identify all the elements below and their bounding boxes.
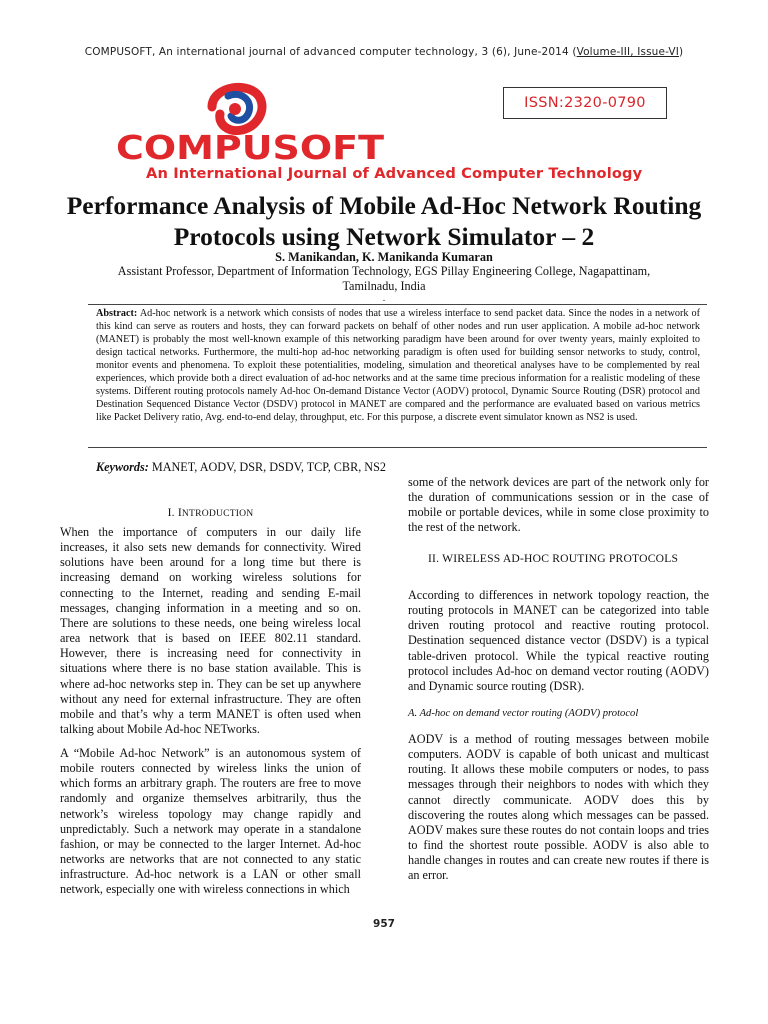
issn-text: ISSN:2320-0790: [524, 95, 646, 111]
journal-citation-header: [0, 46, 768, 58]
paper-title: [30, 190, 738, 252]
page-number: 957: [373, 918, 395, 930]
intro-paragraph-1: [60, 525, 361, 737]
intro-paragraph-2-text: A “Mobile Ad-hoc Network” is an autonomous system of mobile routers connected by wireless links the union of which forms an arbitrary graph. The routers are free to move randomly and organize themselves arbitrarily, thus the network’s wireless topology may change rapidly and unpredictably. Such a network may operate in a standalone fashion, or may be connected to the larger Internet. Ad-hoc networks are networks that are not connected to any static infrastructure. Ad-hoc network is a LAN or other small network, especially one with wireless connections in which: [60, 746, 361, 897]
intro-paragraph-2: [60, 746, 361, 898]
title-line-2: Protocols using Network Simulator – 2: [173, 222, 595, 251]
subsection-heading-aodv: A. Ad-hoc on demand vector routing (AODV) protocol: [408, 708, 639, 719]
intro-paragraph-1-text: When the importance of computers in our daily life increases, it also sets new demands for connectivity. Wired solutions have been around for a long time but there is increasing demand on working wireless solutions for connecting to the Internet, reading and sending E-mail messages, changing information in a meeting and so on. There are solutions to these needs, one being wireless local area network that is based on IEEE 802.11 standard. However, there is increasing need for connectivity in situations where there is no base station available. This is where ad-hoc networks step in. They can be set up anywhere without any need for external infrastructure. They are often mobile and that’s why a term MANET is often used when talking about Mobile Ad-hoc NETworks.: [60, 525, 361, 737]
paper-authors: S. Manikandan, K. Manikanda Kumaran: [275, 250, 493, 264]
routing-paragraph-text: According to differences in network topology reaction, the routing protocols in MANET can be categorized into table driven routing protocol and reactive routing protocol. Destination sequenced distance vector (DSDV) is a typical table-driven protocol. While the typical reactive routing protocol includes Ad-hoc on demand vector routing (AODV) and Dynamic source routing (DSR).: [408, 588, 709, 693]
author-affiliation: [110, 264, 658, 294]
abstract-label: Abstract:: [96, 308, 138, 319]
keywords-label: Keywords:: [96, 460, 149, 474]
abstract: [96, 307, 700, 424]
title-line-1: Performance Analysis of Mobile Ad-Hoc Network Routing: [66, 191, 702, 220]
section-heading-wireless-routing: II. WIRELESS AD-HOC ROUTING PROTOCOLS: [428, 552, 679, 565]
aodv-paragraph: [408, 732, 709, 884]
compusoft-wordmark: [114, 126, 386, 166]
citation-prefix: COMPUSOFT, An international journal of advanced computer technology, 3 (6), June-2014 (: [84, 46, 577, 58]
affiliation-line-2: Tamilnadu, India: [342, 279, 426, 293]
abstract-body: Ad-hoc network is a network which consists of nodes that use a wireless interface to send packet data. Since the nodes in a network of this kind can serve as routers and hosts, they can forward packets on behalf of other nodes and run user application. A mobile ad-hoc network (MANET) is probably the most well-known example of this networking paradigm have been around for over twenty years, mainly exploited to design tactical networks. Furthermore, the multi-hop ad-hoc networking paradigm is often used for building sensor networks to study, control, monitor events and phenomena. To exploit these potentialities, modeling, simulation and theoretical analyses have to be complemented by real experiences, which provide both a direct evaluation of ad-hoc networks and at the same time precious information for a realistic modeling of these systems. Different routing protocols namely Ad-hoc On-demand Distance Vector (AODV) protocol, Dynamic Source Routing (DSR) protocol and Destination Sequenced Distance Vector (DSDV) protocol in MANET are compared and the performance are evaluated based on various metrics like Packet Delivery ratio, Avg. end-to-end delay, throughput, etc. For this purpose, a discrete event simulator known as NS2 is used.: [96, 308, 700, 423]
keywords: [96, 460, 416, 475]
aodv-paragraph-text: AODV is a method of routing messages between mobile computers. AODV is capable of both unicast and multicast routing. It allows these mobile computers or nodes, to pass messages through their neighbors to nodes with which they cannot directly communicate. AODV does this by discovering the routes along which messages can be passed. AODV makes sure these routes do not contain loops and tries to find the shortest route possible. AODV is also able to handle changes in routes and can create new routes if there is an error.: [408, 732, 709, 883]
right-column-continuation: [408, 475, 709, 536]
section-1-numeral: I.: [167, 506, 178, 519]
section-heading-introduction: [60, 506, 361, 519]
section-1-rest: NTRODUCTION: [181, 508, 254, 519]
affiliation-line-1: Assistant Professor, Department of Information Technology, EGS Pillay Engineering College, Nagapattinam,: [117, 264, 651, 278]
routing-paragraph: [408, 588, 709, 694]
journal-tagline: An International Journal of Advanced Computer Technology: [146, 165, 643, 182]
affiliation-dot: .: [382, 293, 386, 304]
section-1-initial: I: [177, 506, 182, 519]
citation-suffix: ): [679, 46, 684, 58]
wordmark-text: COMPUSOFT: [116, 128, 385, 166]
issn-box: [503, 87, 667, 119]
volume-issue-link[interactable]: Volume-III, Issue-VI: [576, 46, 680, 58]
continuation-paragraph-text: some of the network devices are part of the network only for the duration of communications session or in the case of mobile or portable devices, while in some close proximity to the rest of the network.: [408, 475, 709, 535]
keywords-list: MANET, AODV, DSR, DSDV, TCP, CBR, NS2: [148, 460, 386, 474]
